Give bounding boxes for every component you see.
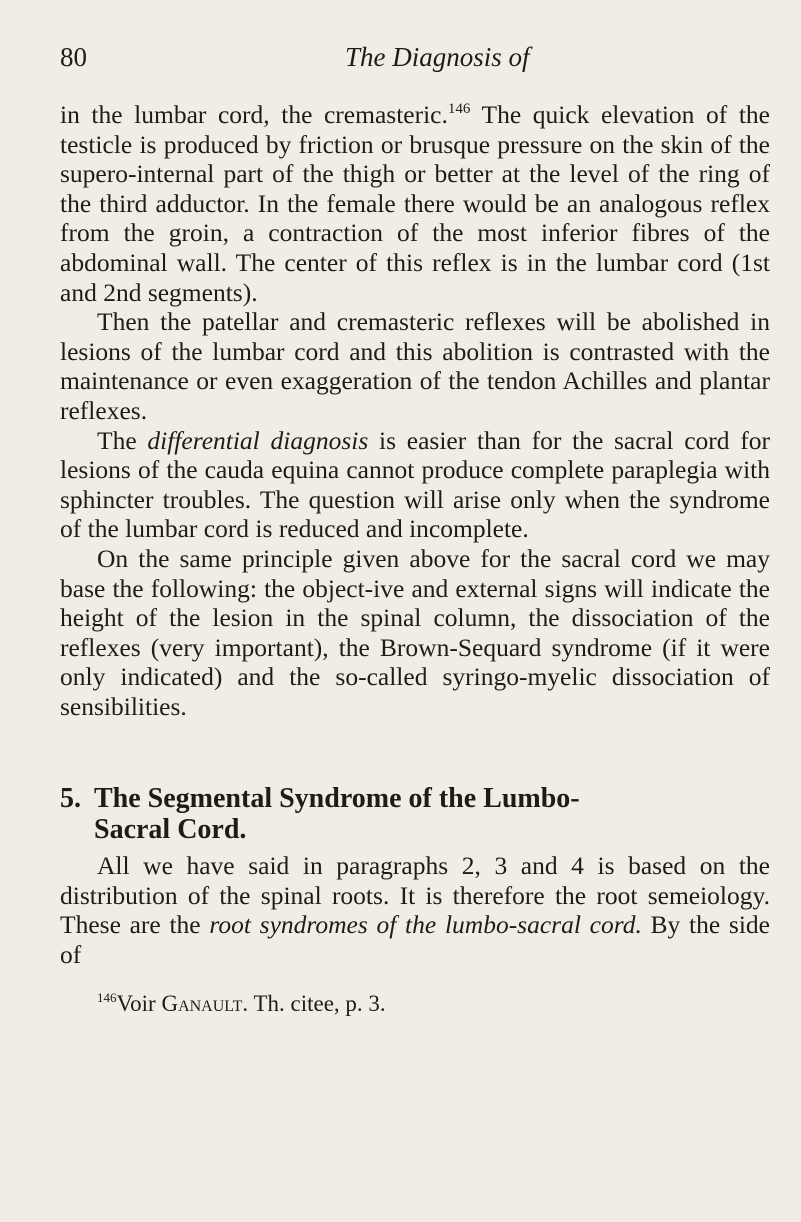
paragraph-4: On the same principle given above for the sacral cord we may base the following: the object-ive and external signs will indicate the height of the lesion in the spinal column, the dissociation of the reflexes (very important), the Brown-Sequard syndrome (if it were only indicated) and the so-called syringo-myelic dissociation of sensibilities. [60,543,770,721]
page-header [60,42,760,82]
footnote-voir: Voir [116,991,162,1016]
running-title: The Diagnosis of [345,42,530,72]
section-title-line-1: The Segmental Syndrome of the Lumbo- [94,783,580,814]
section-number: 5. [60,783,81,814]
section-text [60,851,770,969]
footnote-ref: 146 [447,101,471,117]
body-text [60,100,770,721]
section-paragraph-text: All we have said in paragraphs 2, 3 and 4 is based on the distribution of the spinal roots. It is therefore the root semeiology. These are the [60,851,770,940]
section-paragraph [60,851,770,969]
paragraph-3-text: The [97,425,148,455]
section-title-line-2: Sacral Cord. [94,814,247,845]
paragraph-3 [60,426,770,544]
footnote [97,990,386,1017]
paragraph-1-text-cont: The quick elevation of the testicle is produced by friction or brusque pressure on the skin of the supero-internal part of the thigh or better at the level of the ring of the third adductor. In the female there would be an analogous reflex from the groin, a contraction of the most inferior fibres of the abdominal wall. The center of this reflex is in the lumbar cord (1st and 2nd segments). [60,100,770,307]
paragraph-2: Then the patellar and cremasteric reflexes will be abolished in lesions of the lumbar cord and this abolition is contrasted with the maintenance or even exaggeration of the tendon Achilles and plantar reflexes. [60,307,770,425]
section-paragraph-emphasis: root syndromes of the lumbo-sacral cord. [209,910,642,940]
footnote-citation: . Th. citee, p. 3. [242,991,386,1016]
paragraph-3-text-cont: is easier than for the sacral cord for lesions of the cauda equina cannot produce complete paraplegia with sphincter troubles. The question will arise only when the syndrome of the lumbar cord is reduced and incomplete. [60,425,770,544]
footnote-marker: 146 [97,990,117,1005]
section-heading [60,783,760,845]
page-number: 80 [60,42,87,72]
paragraph-1-text: in the lumbar cord, the cremasteric. [60,100,448,129]
paragraph-3-emphasis: differential diagnosis [147,425,369,455]
paragraph-1 [60,100,770,307]
section-paragraph-text-cont: By the side of [60,910,770,969]
footnote-author: Ganault [161,991,243,1016]
